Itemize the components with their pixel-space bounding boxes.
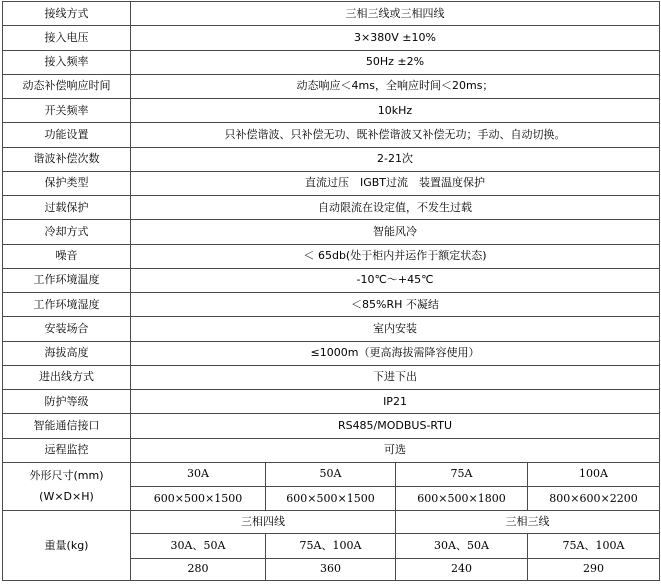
dimension-size: 600×500×1800	[396, 487, 528, 511]
row-label: 保护类型	[3, 171, 131, 195]
table-row	[3, 414, 660, 438]
weight-rating: 75A、100A	[266, 534, 396, 558]
dimensions-label-line2: (W×D×H)	[39, 490, 94, 503]
row-label: 远程监控	[3, 438, 131, 462]
row-label: 海拔高度	[3, 341, 131, 365]
row-label: 动态补偿响应时间	[3, 74, 131, 98]
row-value: 智能风冷	[131, 220, 660, 244]
row-label: 防护等级	[3, 390, 131, 414]
row-value: 直流过压 IGBT过流 装置温度保护	[131, 171, 660, 195]
weight-value: 290	[528, 558, 660, 580]
weight-value: 280	[131, 558, 266, 580]
weight-row	[3, 511, 660, 534]
row-label: 噪音	[3, 244, 131, 268]
table-row	[3, 123, 660, 147]
table-row	[3, 147, 660, 171]
row-value: 50Hz ±2%	[131, 50, 660, 74]
row-value: 2-21次	[131, 147, 660, 171]
row-label: 接入频率	[3, 50, 131, 74]
weight-value: 240	[396, 558, 528, 580]
row-value: ＜85%RH 不凝结	[131, 293, 660, 317]
table-row	[3, 317, 660, 341]
row-label: 工作环境湿度	[3, 293, 131, 317]
row-value: -10℃～+45℃	[131, 268, 660, 292]
dimensions-label	[3, 462, 131, 511]
dimension-rating: 30A	[131, 462, 266, 486]
row-label: 智能通信接口	[3, 414, 131, 438]
table-row	[3, 438, 660, 462]
dimension-size: 600×500×1500	[131, 487, 266, 511]
table-row	[3, 341, 660, 365]
dimension-size: 600×500×1500	[266, 487, 396, 511]
row-label: 冷却方式	[3, 220, 131, 244]
dimension-rating: 75A	[396, 462, 528, 486]
table-row	[3, 50, 660, 74]
row-value: RS485/MODBUS-RTU	[131, 414, 660, 438]
row-value: 自动限流在设定值，不发生过载	[131, 196, 660, 220]
row-label: 谐波补偿次数	[3, 147, 131, 171]
weight-rating: 30A、50A	[396, 534, 528, 558]
table-row	[3, 171, 660, 195]
table-row	[3, 365, 660, 389]
row-value: IP21	[131, 390, 660, 414]
table-row	[3, 26, 660, 50]
row-value: 下进下出	[131, 365, 660, 389]
row-label: 功能设置	[3, 123, 131, 147]
row-value: 3×380V ±10%	[131, 26, 660, 50]
row-value: ≤1000m（更高海拔需降容使用）	[131, 341, 660, 365]
weight-label: 重量(kg)	[3, 511, 131, 581]
table-row	[3, 220, 660, 244]
table-row	[3, 74, 660, 98]
weight-rating: 30A、50A	[131, 534, 266, 558]
weight-group: 三相四线	[131, 511, 396, 534]
dimension-size: 800×600×2200	[528, 487, 660, 511]
row-value: 三相三线或三相四线	[131, 2, 660, 26]
dimensions-label-line1: 外形尺寸(mm)	[29, 469, 104, 482]
row-value: 可选	[131, 438, 660, 462]
row-value: 10kHz	[131, 99, 660, 123]
dimension-rating: 100A	[528, 462, 660, 486]
weight-value: 360	[266, 558, 396, 580]
table-row	[3, 390, 660, 414]
row-label: 过载保护	[3, 196, 131, 220]
table-row	[3, 2, 660, 26]
row-value: ＜ 65db(处于柜内并运作于额定状态)	[131, 244, 660, 268]
dimensions-row	[3, 462, 660, 486]
weight-group: 三相三线	[396, 511, 660, 534]
table-row	[3, 99, 660, 123]
table-row	[3, 293, 660, 317]
table-row	[3, 244, 660, 268]
dimension-rating: 50A	[266, 462, 396, 486]
row-value: 动态响应＜4ms，全响应时间＜20ms；	[131, 74, 660, 98]
spec-table	[2, 1, 660, 581]
row-value: 室内安装	[131, 317, 660, 341]
table-row	[3, 268, 660, 292]
table-row	[3, 196, 660, 220]
row-label: 进出线方式	[3, 365, 131, 389]
row-label: 工作环境温度	[3, 268, 131, 292]
row-label: 安装场合	[3, 317, 131, 341]
row-label: 接入电压	[3, 26, 131, 50]
row-label: 接线方式	[3, 2, 131, 26]
weight-rating: 75A、100A	[528, 534, 660, 558]
row-label: 开关频率	[3, 99, 131, 123]
row-value: 只补偿谐波、只补偿无功、既补偿谐波又补偿无功；手动、自动切换。	[131, 123, 660, 147]
